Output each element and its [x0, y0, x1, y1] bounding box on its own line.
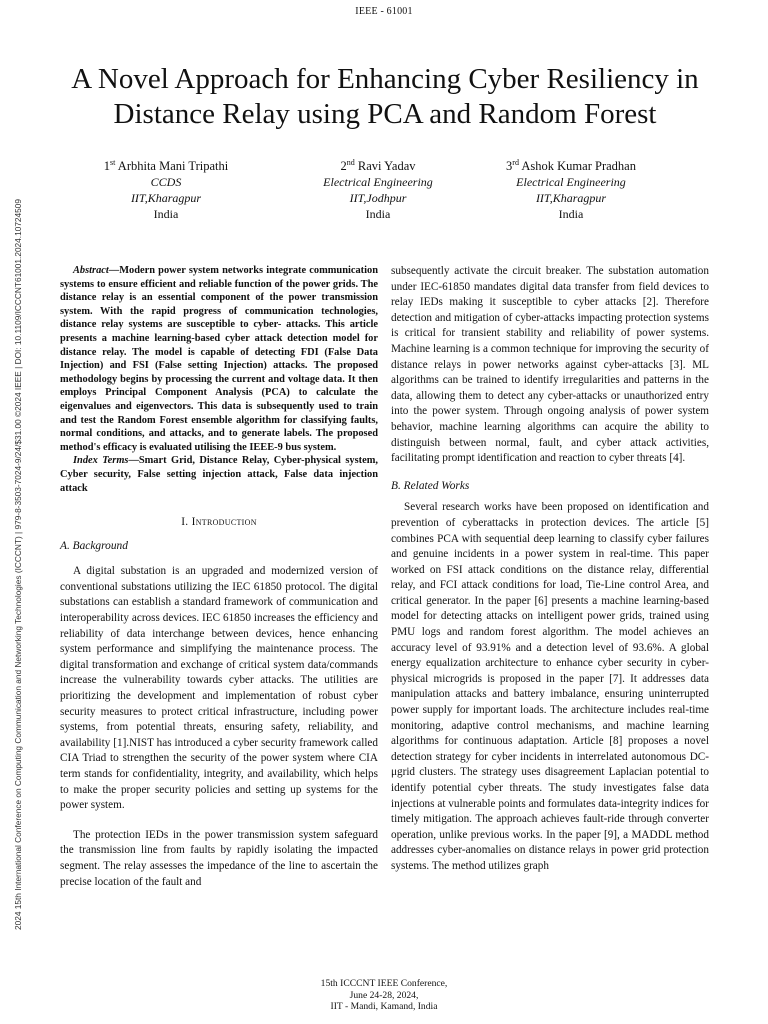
author-3-ordinal: 3: [506, 159, 513, 174]
author-2-ordinal: 2: [340, 159, 347, 174]
author-2-country: India: [365, 207, 391, 222]
abstract-label: Abstract: [73, 265, 109, 276]
author-2-inst: IIT,Jodhpur: [349, 191, 407, 206]
conference-footer: [0, 978, 768, 1013]
section-number: I.: [181, 516, 189, 529]
author-3-ordinal-suffix: rd: [512, 158, 519, 167]
author-3: [461, 155, 681, 222]
author-1-inst: IIT,Kharagpur: [130, 191, 202, 206]
index-terms-text: —Smart Grid, Distance Relay, Cyber-physical system, Cyber security, False setting injection attack, False data injection attack: [60, 455, 378, 494]
author-1-country: India: [153, 207, 179, 222]
author-1-name: Arbhita Mani Tripathi: [117, 159, 229, 174]
abstract-block: [60, 264, 378, 495]
subsection-heading-related-works: B. Related Works: [391, 479, 470, 492]
paper-title: A Novel Approach for Enhancing Cyber Resiliency in Distance Relay using PCA and Random Forest: [71, 63, 699, 130]
index-terms-paragraph: [60, 454, 378, 495]
author-2: [268, 155, 488, 222]
section-title: Introduction: [191, 516, 257, 529]
author-3-country: India: [558, 207, 584, 222]
background-paragraph-1: A digital substation is an upgraded and modernized version of conventional substations utilizing the IEC 61850 protocol. The digital substations can establish a standard framework of communication and interoperability across devices. IEC 61850 increases the efficiency and reliability of data interchange between devices, hence enhancing system performance and simplifying the maintenance process. The digital transformation and exchange of critical system data/commands increase the vulnerability towards cyber attacks. The utilities are prioritizing the development and implementation of robust cyber security measures to protect critical infrastructure, including power systems, from potential threats, ensuring safety, reliability, and availability [1].NIST has introduced a cyber security framework called CIA Triad to strengthen the security of the power system where CIA term stands for confidentiality, integrity, and availability, which helps to make the proper security policies and setting up systems for the power system.: [60, 565, 378, 812]
background-paragraph-continued: subsequently activate the circuit breaker. The substation automation under IEC-61850 mandates digital data transfer from field devices to relay IEDs making it susceptible to cyber attacks [2]. Therefore detection and mitigation of cyber-attacks impacting protection systems is critical for transient stability and reliability of power systems. Machine learning is a common technique for improving the security of distance relays in power networks against cyber-attacks [3]. ML algorithms can be trained to identify irregularities and patterns in the data, allowing them to detect any cyber-attacks or unauthorized entry into the power system. Through ongoing analysis of power system behavior, machine learning algorithms can acquire the ability to distinguish between normal, fault, and cyber attack activities, facilitating prompt identification and reaction to cyber threats [4].: [391, 265, 709, 465]
abstract-text: —Modern power system networks integrate communication systems to ensure efficient and reliable function of the power grids. The distance relay is an essential component of the power transmission system. With the rapid progress of communication technologies, distance relay systems are susceptible to cyber- attacks. This article presents a machine learning-based cyber attack detection model for distance relay. The model is capable of detecting FDI (False Data Injection) and FSI (False setting Injection) attacks. The proposed methodology begins by processing the current and voltage data. It then employs Principal Component Analysis (PCA) to calculate the eigenvalues and eigenvectors. This data is subsequently used to train and test the Random Forest ensemble algorithm for classifying faults, normal conditions, and attacks, and to generate labels. The proposed method's efficacy is evaluated utilising the IEEE-9 bus system.: [60, 265, 378, 453]
index-terms-label: Index Terms: [73, 455, 129, 467]
doi-side-text: 2024 15th International Conference on Computing Communication and Networking Technologies (ICCCNT) | 979-8-3503-7024-9/24/$31.00 ©2024 IEEE | DOI: 10.1109/ICCCNT61001.2024.10724509: [13, 198, 23, 930]
author-1-dept: CCDS: [150, 175, 182, 190]
right-column: [391, 264, 709, 875]
left-column: [60, 264, 378, 890]
author-3-inst: IIT,Kharagpur: [535, 191, 607, 206]
conference-id-header: IEEE - 61001: [355, 6, 413, 17]
author-2-name: Ravi Yadav: [357, 159, 416, 174]
footer-line-3: IIT - Mandi, Kamand, India: [330, 1001, 438, 1012]
author-2-ordinal-suffix: nd: [346, 158, 355, 167]
author-3-dept: Electrical Engineering: [516, 175, 626, 190]
footer-line-2: June 24-28, 2024,: [349, 989, 419, 1001]
background-paragraph-2: The protection IEDs in the power transmission system safeguard the transmission line from faults by rapidly isolating the impacted segment. The relay assesses the impedance of the line to ascertain the precise location of the fault and: [60, 828, 378, 888]
author-1-ordinal: 1: [103, 159, 111, 174]
related-works-paragraph: Several research works have been proposed on identification and prevention of cyberattacks in protection devices. The article [5] combines PCA with sequential deep learning to classify cyber failures and genuine incidents in a power system in real-time. This paper worked on FSI attack conditions on the distance relay, differential relay, and FCI attack conditions for load, Tie-Line control Area, and critical generator. In the paper [6] presents a machine learning-based model for detecting attacks on intelligent power grids, trained using PMU logs and random forest algorithm. The model achieves an accuracy level of 93.91% and a detection level of 93.6%. A global energy equalization architecture to enhance cyber security in cyber-physical microgrids is proposed in the paper [7]. It addresses data manipulation attacks and battery imbalance, ensuring uninterrupted power supply for important loads. The architecture includes real-time monitoring, adaptive control mechanisms, and machine learning algorithms for continuous adaptation. Article [8] proposes a novel detection strategy for cyber incidents in interrelated autonomous DC-μgrid clusters. The strategy uses disagreement Laplacian potential to identify potential cyber threats. The study investigates false data injections at vulnerable points and formulates data-integrity indices for timely mitigation. The approach achieves fault-ride through converter operation, unlike previous works. In the paper [9], a MADDL method addresses cyber-anomalies on distance relays in power grid protection systems. The method utilizes graph: [391, 501, 709, 872]
subsection-heading-background: A. Background: [60, 539, 128, 552]
author-1: [56, 155, 276, 222]
abstract-paragraph: [60, 264, 378, 454]
footer-line-1: 15th ICCCNT IEEE Conference,: [320, 978, 448, 989]
author-2-dept: Electrical Engineering: [323, 175, 433, 190]
author-3-name: Ashok Kumar Pradhan: [521, 159, 636, 174]
section-heading-introduction: [60, 515, 378, 531]
author-1-ordinal-suffix: st: [110, 158, 116, 167]
